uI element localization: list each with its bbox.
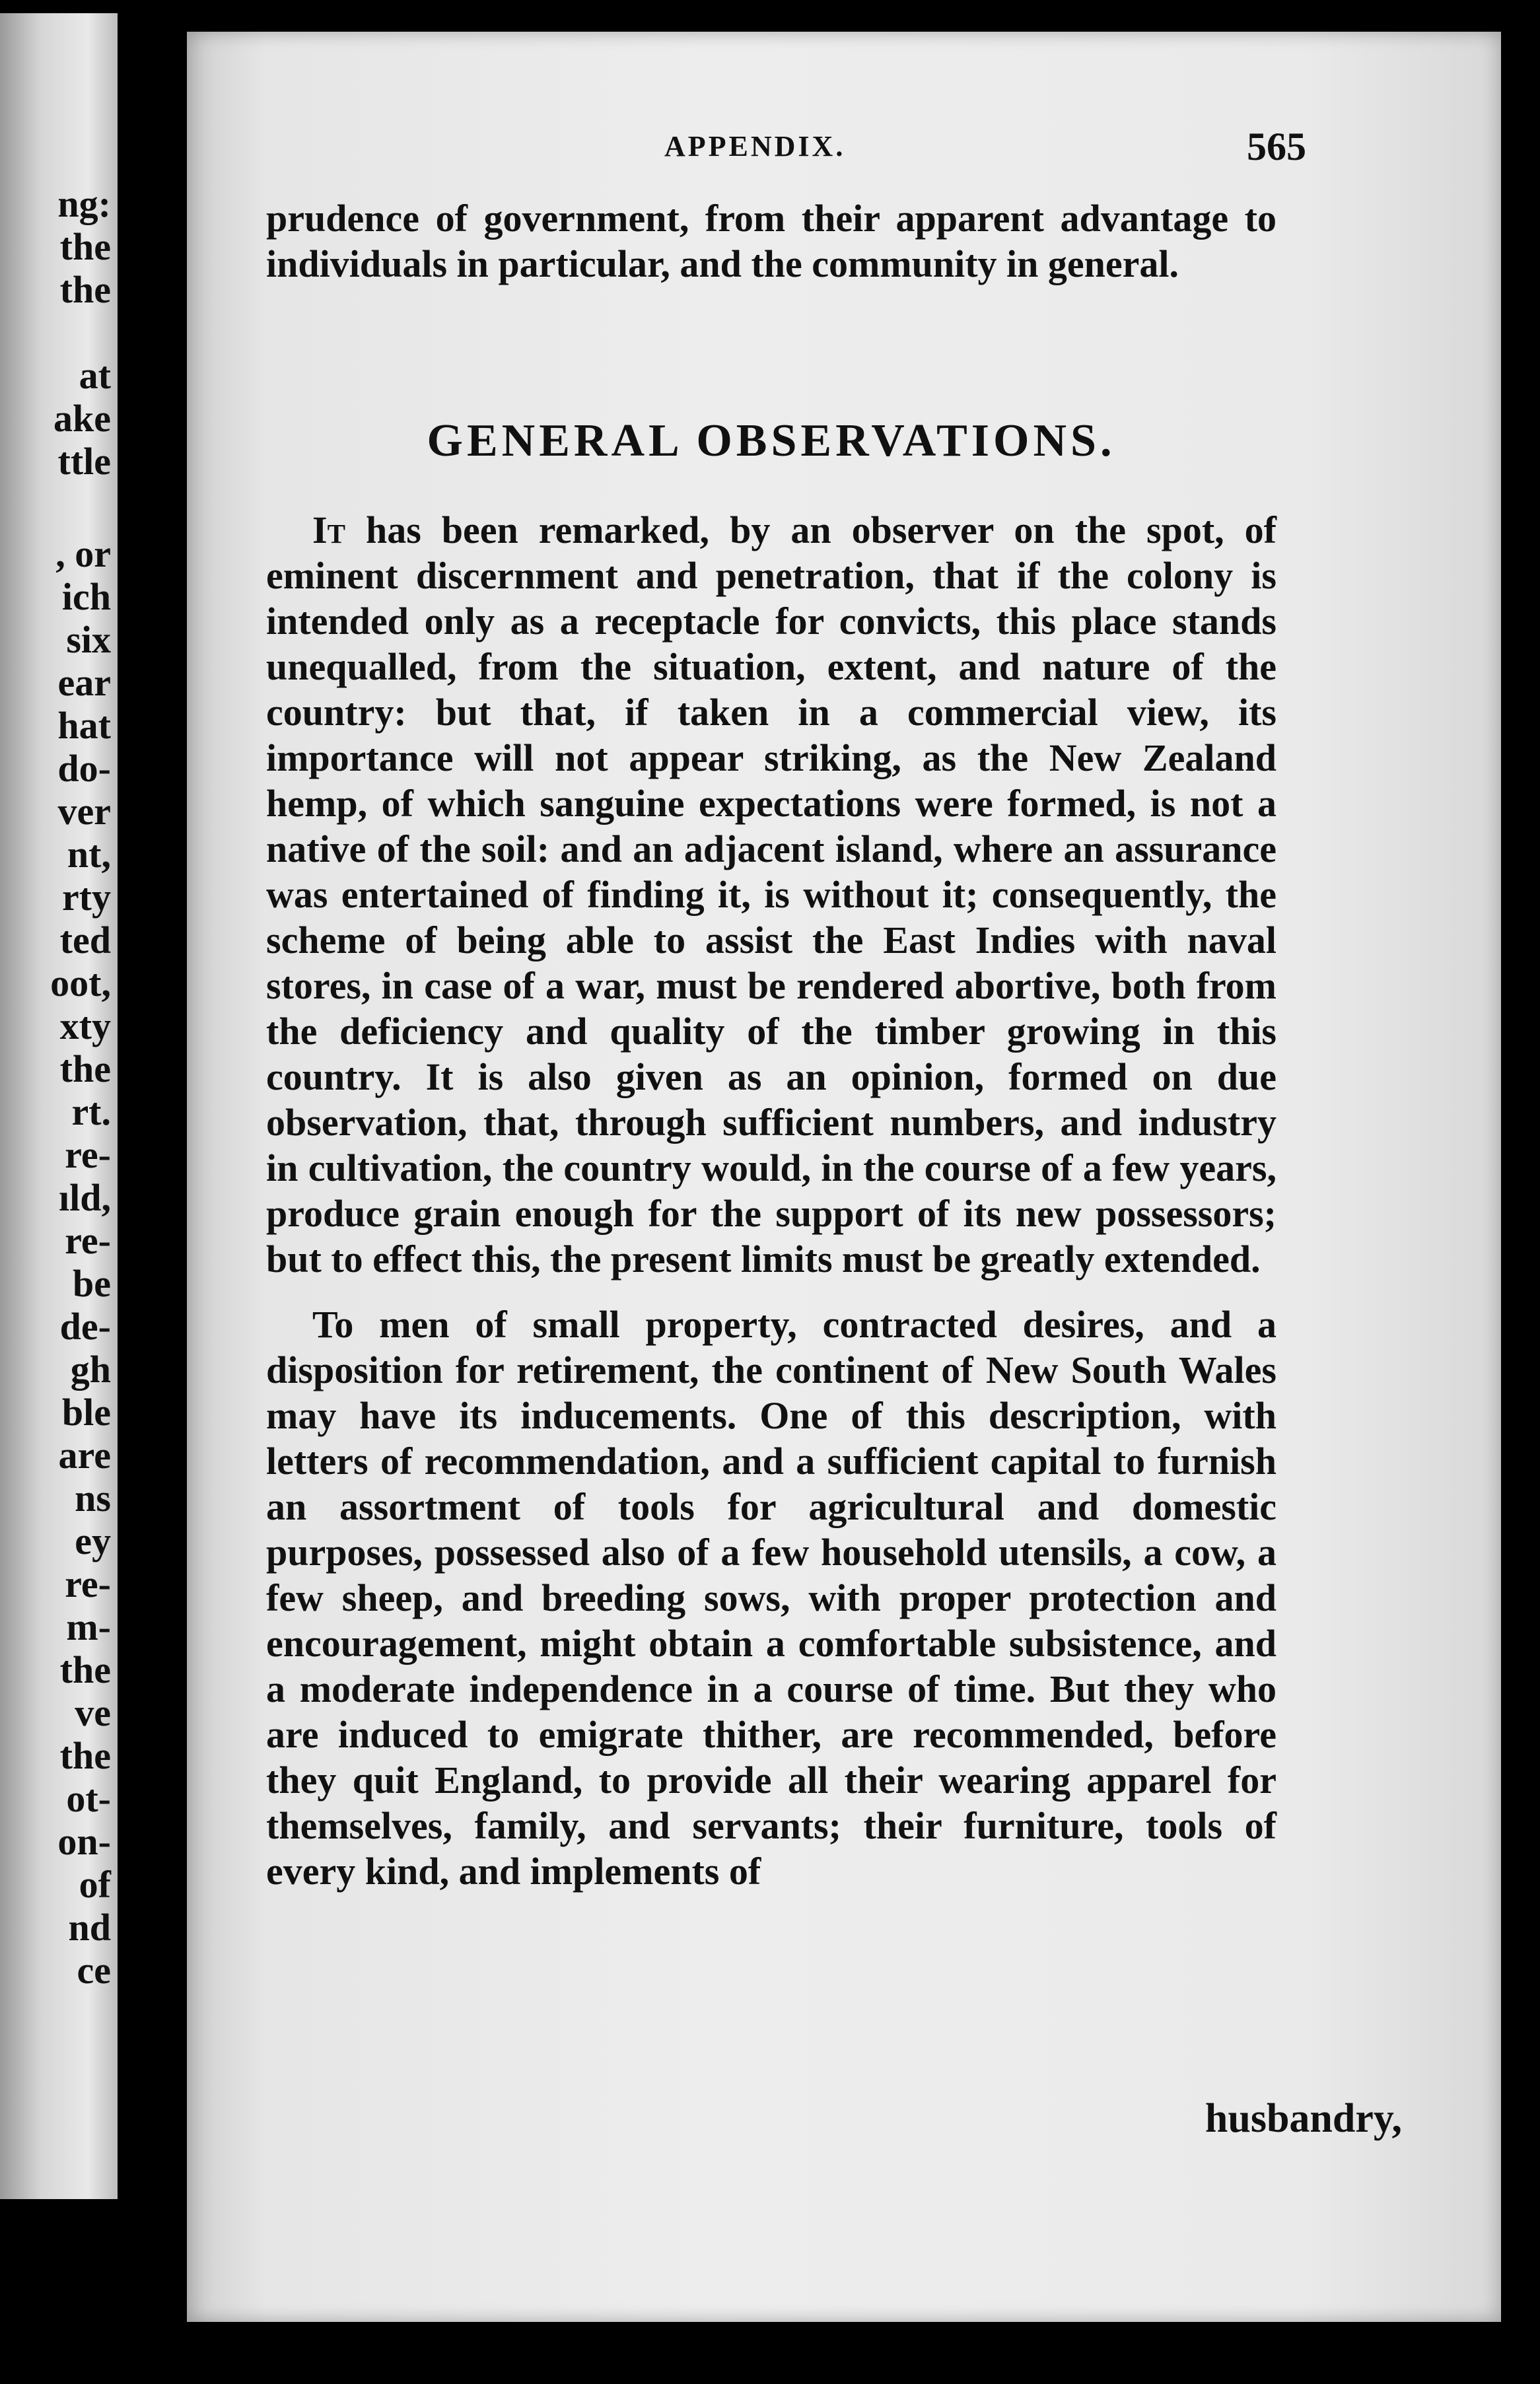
facing-page-line: ey: [75, 1520, 111, 1562]
facing-page-line: xty: [59, 1004, 111, 1047]
facing-page-line: the: [59, 1648, 111, 1691]
section-heading: GENERAL OBSERVATIONS.: [427, 415, 1116, 466]
facing-page-line: ake: [53, 397, 111, 440]
book-page: [187, 32, 1501, 2322]
facing-page-line: ng:: [57, 182, 111, 225]
main-text: [266, 507, 1277, 1894]
facing-page-line: rt.: [71, 1090, 111, 1133]
facing-page-line: rty: [61, 876, 111, 919]
page-number: 565: [1247, 125, 1306, 168]
facing-page-line: ear: [57, 661, 111, 704]
facing-page-line: be: [73, 1262, 111, 1305]
facing-page-line: re-: [65, 1562, 111, 1605]
paragraph-2: To men of small property, contracted desires, and a disposition for retirement, the continent of New South Wales may have its inducements. One of this description, with letters of recommendation, and a sufficient capital to furnish an assortment of tools for agricultural and domestic purposes, possessed also of a few household utensils, a cow, a few sheep, and breeding sows, with proper protection and encouragement, might obtain a comfortable subsistence, and a moderate independence in a course of time. But they who are induced to emigrate thither, are recommended, before they quit England, to provide all their wearing apparel for themselves, family, and servants; their furniture, tools of every kind, and implements of: [266, 1303, 1277, 1893]
paragraph-1-lead: It: [312, 508, 345, 551]
facing-page-fragment: [0, 13, 118, 2199]
facing-page-line: m-: [66, 1605, 111, 1648]
facing-page-line: the: [59, 225, 111, 268]
opening-paragraph: [266, 195, 1277, 287]
facing-page-line: ver: [57, 790, 111, 833]
facing-page-line: of: [79, 1863, 111, 1906]
facing-page-line: re-: [65, 1219, 111, 1262]
facing-page-line: ted: [59, 919, 111, 962]
facing-page-line: ns: [75, 1477, 111, 1520]
facing-page-line: ce: [77, 1949, 111, 1992]
facing-page-line: ve: [75, 1691, 111, 1734]
page-header: [187, 125, 1501, 176]
facing-page-line: the: [59, 268, 111, 311]
facing-page-line: ttle: [57, 440, 111, 483]
facing-page-line: ble: [61, 1391, 111, 1434]
facing-page-line: at: [79, 354, 111, 397]
facing-page-line: hat: [57, 704, 111, 747]
catchword: husbandry,: [1205, 2096, 1402, 2141]
running-head: APPENDIX.: [664, 130, 846, 162]
facing-page-line: gh: [70, 1348, 111, 1391]
facing-page-line: are: [58, 1434, 111, 1477]
facing-page-line: six: [66, 618, 111, 661]
facing-page-line: on-: [57, 1820, 111, 1863]
facing-page-line: do-: [57, 747, 111, 790]
paragraph-1: [266, 507, 1277, 1282]
facing-page-line: ıld,: [59, 1176, 111, 1219]
paragraph-1-text: has been remarked, by an observer on the spot, of eminent discernment and penetration, that if the colony is intended only as a receptacle for convicts, this place stands unequalled, from the situation, extent, and nature of the country: but that, if taken in a commercial view, its importance will not appear striking, as the New Zealand hemp, of which sanguine expectations were formed, is not a native of the soil: and an adjacent island, where an assurance was entertained of finding it, is without it; consequently, the scheme of being able to assist the East Indies with naval stores, in case of a war, must be rendered abortive, both from the deficiency and quality of the timber growing in this country. It is also given as an opinion, formed on due observation, that, through sufficient numbers, and industry in cultivation, the country would, in the course of a few years, produce grain enough for the support of its new possessors; but to effect this, the present limits must be greatly extended.: [266, 508, 1277, 1280]
facing-page-line: the: [59, 1734, 111, 1777]
facing-page-line: de-: [59, 1305, 111, 1348]
opening-paragraph-text: prudence of government, from their apparent advantage to individuals in particular, and the community in general.: [266, 197, 1277, 285]
facing-page-line: , or: [55, 532, 111, 575]
facing-page-line: ot-: [66, 1777, 111, 1820]
facing-page-line: re-: [65, 1133, 111, 1176]
facing-page-line: oot,: [50, 962, 111, 1004]
facing-page-line: nd: [68, 1906, 111, 1949]
facing-page-line: the: [59, 1047, 111, 1090]
facing-page-line: nt,: [67, 833, 111, 876]
facing-page-line: ich: [61, 575, 111, 618]
